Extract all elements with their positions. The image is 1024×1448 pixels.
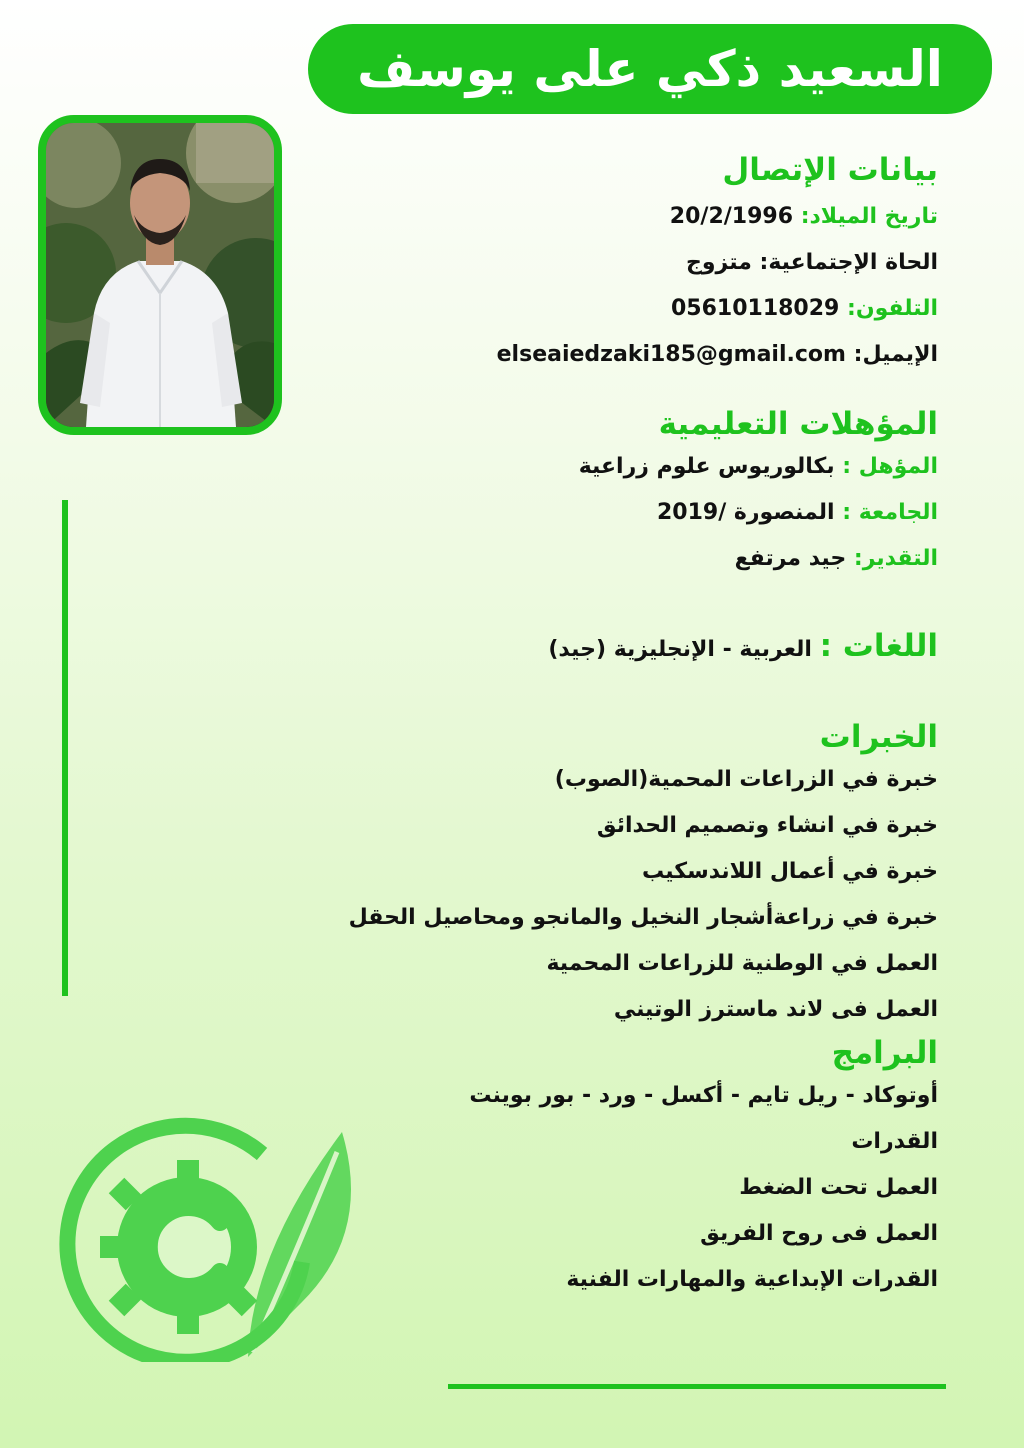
programs-title: البرامج: [831, 1035, 938, 1071]
university-value: المنصورة /2019: [656, 500, 835, 525]
grade-value: جيد مرتفع: [734, 546, 847, 571]
name-banner: [308, 24, 992, 114]
education-section: [298, 404, 938, 582]
email-label: الإيميل:: [853, 342, 938, 367]
person-photo-illustration: [46, 123, 274, 427]
marital-status-value: متزوج: [686, 250, 752, 275]
experience-item: العمل فى لاند ماسترز الوتيني: [613, 997, 938, 1022]
education-title: المؤهلات التعليمية: [658, 406, 938, 442]
university-row: [298, 490, 938, 536]
profile-photo: [38, 115, 282, 435]
programs-item: أوتوكاد - ريل تايم - أكسل - ورد - بور بوينت: [469, 1083, 938, 1108]
contact-section: [298, 150, 938, 378]
email-value: elseaiedzaki185@gmail.com: [496, 342, 846, 367]
grade-row: [298, 536, 938, 582]
cv-content: [298, 150, 938, 1303]
birth-date-row: [298, 194, 938, 240]
degree-value: بكالوريوس علوم زراعية: [578, 454, 835, 479]
experience-item: خبرة في أعمال اللاندسكيب: [642, 859, 938, 884]
experience-item: خبرة في الزراعات المحمية(الصوب): [554, 767, 938, 792]
programs-item: العمل فى روح الفريق: [700, 1221, 938, 1246]
programs-section: [298, 1033, 938, 1303]
contact-title: بيانات الإتصال: [722, 152, 938, 188]
degree-label: المؤهل :: [842, 454, 938, 479]
experience-item: العمل في الوطنية للزراعات المحمية: [546, 951, 938, 976]
experience-item: خبرة في انشاء وتصميم الحدائق: [596, 813, 938, 838]
phone-value: 05610118029: [670, 296, 840, 321]
experience-section: [298, 717, 938, 1033]
degree-row: [298, 444, 938, 490]
marital-status-row: [298, 240, 938, 286]
programs-item: القدرات الإبداعية والمهارات الفنية: [566, 1267, 938, 1292]
languages-value: العربية - الإنجليزية (جيد): [548, 637, 812, 662]
programs-item: العمل تحت الضغط: [739, 1175, 938, 1200]
languages-section: [298, 626, 938, 673]
programs-item: القدرات: [851, 1129, 938, 1154]
languages-title: اللغات :: [819, 628, 938, 664]
email-row: [298, 332, 938, 378]
bottom-divider: [448, 1384, 946, 1389]
full-name: السعيد ذكي على يوسف: [357, 40, 943, 98]
university-label: الجامعة :: [842, 500, 938, 525]
marital-status-label: الحاة الإجتماعية:: [759, 250, 938, 275]
vertical-divider: [62, 500, 68, 996]
experience-item: خبرة في زراعةأشجار النخيل والمانجو ومحاصيل الحقل: [348, 905, 938, 930]
languages-row: [298, 626, 938, 673]
phone-label: التلفون:: [847, 296, 938, 321]
experience-title: الخبرات: [819, 719, 938, 755]
birth-date-label: تاريخ الميلاد:: [800, 204, 938, 229]
birth-date-value: 20/2/1996: [669, 204, 794, 229]
grade-label: التقدير:: [853, 546, 938, 571]
phone-row: [298, 286, 938, 332]
